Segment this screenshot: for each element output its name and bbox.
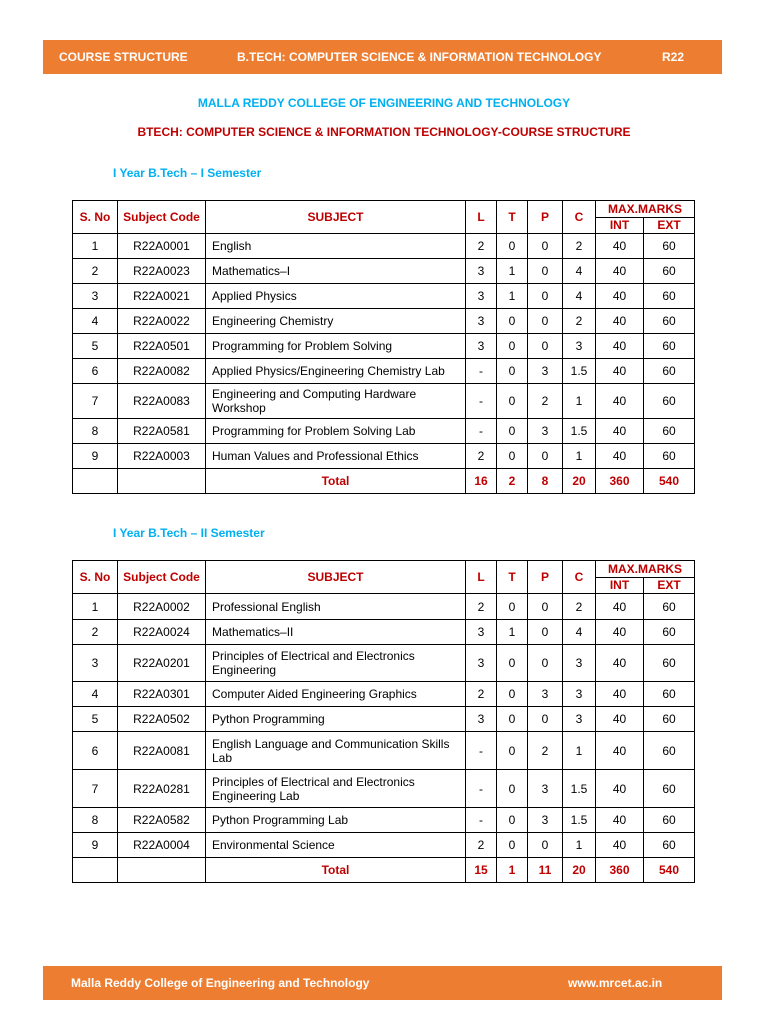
cell-sno: 1 (73, 234, 118, 259)
cell-l: - (466, 384, 497, 419)
cell-int: 40 (596, 384, 644, 419)
cell-t: 0 (497, 309, 528, 334)
header-center: B.TECH: COMPUTER SCIENCE & INFORMATION TECHNOLOGY (237, 50, 602, 64)
cell-p: 0 (528, 620, 563, 645)
cell-blank (118, 469, 206, 494)
cell-code: R22A0083 (118, 384, 206, 419)
cell-sno: 3 (73, 645, 118, 682)
cell-subject: Programming for Problem Solving (206, 334, 466, 359)
header-code: Subject Code (118, 201, 206, 234)
cell-sno: 9 (73, 833, 118, 858)
cell-c: 2 (563, 594, 596, 620)
cell-sno: 7 (73, 770, 118, 808)
cell-int: 40 (596, 594, 644, 620)
cell-subject: Engineering Chemistry (206, 309, 466, 334)
table-row (73, 359, 695, 384)
cell-sno: 8 (73, 808, 118, 833)
cell-ext: 60 (644, 594, 695, 620)
cell-p: 0 (528, 594, 563, 620)
semester2-table (72, 560, 695, 883)
cell-c: 3 (563, 645, 596, 682)
table-row (73, 384, 695, 419)
cell-l: 2 (466, 594, 497, 620)
cell-subject: Principles of Electrical and Electronics Engineering (206, 645, 466, 682)
semester1-title: I Year B.Tech – I Semester (113, 166, 262, 180)
cell-p: 3 (528, 808, 563, 833)
cell-t: 0 (497, 419, 528, 444)
cell-code: R22A0004 (118, 833, 206, 858)
header-l: L (466, 561, 497, 594)
semester1-table (72, 200, 695, 494)
cell-ext: 60 (644, 620, 695, 645)
table-row (73, 334, 695, 359)
cell-int: 40 (596, 645, 644, 682)
cell-t: 0 (497, 732, 528, 770)
cell-c: 4 (563, 284, 596, 309)
table-row (73, 732, 695, 770)
cell-t: 0 (497, 594, 528, 620)
cell-l: 3 (466, 309, 497, 334)
cell-ext: 60 (644, 732, 695, 770)
cell-t: 1 (497, 284, 528, 309)
cell-l: 3 (466, 707, 497, 732)
table-row (73, 234, 695, 259)
cell-sno: 2 (73, 259, 118, 284)
cell-l: 2 (466, 234, 497, 259)
cell-c: 3 (563, 682, 596, 707)
cell-code: R22A0201 (118, 645, 206, 682)
cell-ext: 60 (644, 808, 695, 833)
cell-code: R22A0301 (118, 682, 206, 707)
total-row (73, 858, 695, 883)
total-ext: 540 (644, 858, 695, 883)
total-p: 8 (528, 469, 563, 494)
cell-subject: Applied Physics (206, 284, 466, 309)
cell-p: 0 (528, 259, 563, 284)
cell-p: 3 (528, 359, 563, 384)
college-title: MALLA REDDY COLLEGE OF ENGINEERING AND TECHNOLOGY (197, 96, 571, 110)
total-int: 360 (596, 469, 644, 494)
cell-int: 40 (596, 359, 644, 384)
cell-code: R22A0582 (118, 808, 206, 833)
cell-subject: Applied Physics/Engineering Chemistry Lab (206, 359, 466, 384)
cell-sno: 8 (73, 419, 118, 444)
table-row (73, 707, 695, 732)
cell-p: 0 (528, 284, 563, 309)
cell-subject: Environmental Science (206, 833, 466, 858)
cell-c: 2 (563, 234, 596, 259)
cell-c: 4 (563, 259, 596, 284)
cell-c: 1.5 (563, 359, 596, 384)
table-row (73, 444, 695, 469)
cell-ext: 60 (644, 444, 695, 469)
cell-t: 0 (497, 334, 528, 359)
cell-c: 3 (563, 707, 596, 732)
table-row (73, 808, 695, 833)
total-label: Total (206, 469, 466, 494)
cell-p: 0 (528, 234, 563, 259)
cell-code: R22A0024 (118, 620, 206, 645)
cell-int: 40 (596, 682, 644, 707)
cell-sno: 1 (73, 594, 118, 620)
cell-blank (73, 469, 118, 494)
cell-c: 1 (563, 384, 596, 419)
cell-ext: 60 (644, 770, 695, 808)
cell-t: 0 (497, 770, 528, 808)
header-bar (43, 40, 722, 74)
footer-right: www.mrcet.ac.in (568, 976, 663, 990)
cell-int: 40 (596, 234, 644, 259)
cell-c: 1 (563, 833, 596, 858)
cell-int: 40 (596, 732, 644, 770)
cell-subject: Programming for Problem Solving Lab (206, 419, 466, 444)
cell-code: R22A0001 (118, 234, 206, 259)
cell-sno: 5 (73, 707, 118, 732)
cell-code: R22A0021 (118, 284, 206, 309)
cell-c: 1 (563, 444, 596, 469)
table-row (73, 259, 695, 284)
structure-title: BTECH: COMPUTER SCIENCE & INFORMATION TECHNOLOGY-COURSE STRUCTURE (137, 125, 631, 139)
total-p: 11 (528, 858, 563, 883)
cell-l: 3 (466, 284, 497, 309)
cell-l: 3 (466, 645, 497, 682)
table-row (73, 594, 695, 620)
header-p: P (528, 561, 563, 594)
footer-bar (43, 966, 722, 1000)
cell-subject: English (206, 234, 466, 259)
cell-subject: Human Values and Professional Ethics (206, 444, 466, 469)
cell-sno: 4 (73, 682, 118, 707)
cell-subject: Python Programming (206, 707, 466, 732)
header-c: C (563, 201, 596, 234)
cell-c: 1.5 (563, 770, 596, 808)
cell-l: 3 (466, 259, 497, 284)
cell-p: 0 (528, 707, 563, 732)
cell-ext: 60 (644, 359, 695, 384)
cell-t: 0 (497, 444, 528, 469)
total-label: Total (206, 858, 466, 883)
cell-subject: Engineering and Computing Hardware Workshop (206, 384, 466, 419)
header-t: T (497, 201, 528, 234)
cell-subject: Computer Aided Engineering Graphics (206, 682, 466, 707)
cell-p: 2 (528, 732, 563, 770)
cell-sno: 4 (73, 309, 118, 334)
cell-code: R22A0082 (118, 359, 206, 384)
cell-int: 40 (596, 334, 644, 359)
header-int: INT (596, 217, 644, 234)
header-subject: SUBJECT (206, 201, 466, 234)
cell-c: 1.5 (563, 419, 596, 444)
cell-l: - (466, 359, 497, 384)
cell-t: 0 (497, 234, 528, 259)
cell-t: 1 (497, 259, 528, 284)
cell-l: 2 (466, 444, 497, 469)
table-row (73, 284, 695, 309)
header-left: COURSE STRUCTURE (59, 50, 188, 64)
cell-p: 0 (528, 833, 563, 858)
header-sno: S. No (73, 561, 118, 594)
header-int: INT (596, 577, 644, 594)
cell-ext: 60 (644, 234, 695, 259)
cell-ext: 60 (644, 645, 695, 682)
header-c: C (563, 561, 596, 594)
cell-p: 3 (528, 770, 563, 808)
header-ext: EXT (644, 217, 695, 234)
cell-t: 0 (497, 384, 528, 419)
cell-ext: 60 (644, 284, 695, 309)
cell-code: R22A0501 (118, 334, 206, 359)
cell-code: R22A0002 (118, 594, 206, 620)
header-right: R22 (662, 50, 685, 64)
cell-ext: 60 (644, 259, 695, 284)
header-l: L (466, 201, 497, 234)
cell-t: 0 (497, 707, 528, 732)
cell-sno: 7 (73, 384, 118, 419)
cell-t: 0 (497, 645, 528, 682)
cell-p: 0 (528, 444, 563, 469)
cell-int: 40 (596, 833, 644, 858)
cell-t: 0 (497, 833, 528, 858)
cell-ext: 60 (644, 419, 695, 444)
cell-subject: Professional English (206, 594, 466, 620)
cell-code: R22A0281 (118, 770, 206, 808)
cell-ext: 60 (644, 707, 695, 732)
cell-c: 1.5 (563, 808, 596, 833)
cell-code: R22A0023 (118, 259, 206, 284)
table-row (73, 833, 695, 858)
cell-sno: 6 (73, 359, 118, 384)
table-row (73, 620, 695, 645)
table-row (73, 682, 695, 707)
cell-ext: 60 (644, 682, 695, 707)
cell-t: 0 (497, 359, 528, 384)
cell-sno: 9 (73, 444, 118, 469)
header-ext: EXT (644, 577, 695, 594)
header-max-marks: MAX.MARKS (596, 561, 695, 578)
header-max-marks: MAX.MARKS (596, 201, 695, 218)
cell-code: R22A0502 (118, 707, 206, 732)
cell-c: 4 (563, 620, 596, 645)
cell-l: 2 (466, 833, 497, 858)
total-t: 1 (497, 858, 528, 883)
cell-p: 0 (528, 645, 563, 682)
cell-p: 0 (528, 309, 563, 334)
total-row (73, 469, 695, 494)
cell-sno: 3 (73, 284, 118, 309)
cell-ext: 60 (644, 384, 695, 419)
table-row (73, 645, 695, 682)
cell-p: 3 (528, 682, 563, 707)
table-row (73, 309, 695, 334)
total-l: 16 (466, 469, 497, 494)
total-ext: 540 (644, 469, 695, 494)
table-row (73, 419, 695, 444)
cell-l: - (466, 732, 497, 770)
cell-t: 0 (497, 808, 528, 833)
cell-int: 40 (596, 419, 644, 444)
cell-subject: English Language and Communication Skills Lab (206, 732, 466, 770)
cell-sno: 6 (73, 732, 118, 770)
cell-p: 0 (528, 334, 563, 359)
footer-left: Malla Reddy College of Engineering and Technology (71, 976, 370, 990)
cell-p: 2 (528, 384, 563, 419)
header-code: Subject Code (118, 561, 206, 594)
total-int: 360 (596, 858, 644, 883)
cell-int: 40 (596, 808, 644, 833)
header-subject: SUBJECT (206, 561, 466, 594)
table-row (73, 770, 695, 808)
cell-subject: Principles of Electrical and Electronics Engineering Lab (206, 770, 466, 808)
cell-int: 40 (596, 444, 644, 469)
header-sno: S. No (73, 201, 118, 234)
cell-blank (118, 858, 206, 883)
cell-l: - (466, 419, 497, 444)
header-p: P (528, 201, 563, 234)
cell-int: 40 (596, 707, 644, 732)
cell-c: 2 (563, 309, 596, 334)
total-c: 20 (563, 858, 596, 883)
cell-int: 40 (596, 620, 644, 645)
cell-code: R22A0081 (118, 732, 206, 770)
cell-code: R22A0581 (118, 419, 206, 444)
cell-t: 0 (497, 682, 528, 707)
semester2-title: I Year B.Tech – II Semester (113, 526, 265, 540)
cell-ext: 60 (644, 309, 695, 334)
cell-int: 40 (596, 309, 644, 334)
cell-blank (73, 858, 118, 883)
cell-sno: 2 (73, 620, 118, 645)
cell-subject: Mathematics–I (206, 259, 466, 284)
cell-code: R22A0003 (118, 444, 206, 469)
cell-int: 40 (596, 259, 644, 284)
cell-int: 40 (596, 284, 644, 309)
cell-sno: 5 (73, 334, 118, 359)
total-t: 2 (497, 469, 528, 494)
cell-ext: 60 (644, 334, 695, 359)
cell-l: - (466, 770, 497, 808)
cell-code: R22A0022 (118, 309, 206, 334)
cell-l: 3 (466, 620, 497, 645)
total-c: 20 (563, 469, 596, 494)
total-l: 15 (466, 858, 497, 883)
cell-t: 1 (497, 620, 528, 645)
header-t: T (497, 561, 528, 594)
cell-int: 40 (596, 770, 644, 808)
cell-l: 3 (466, 334, 497, 359)
cell-c: 3 (563, 334, 596, 359)
cell-subject: Python Programming Lab (206, 808, 466, 833)
cell-l: 2 (466, 682, 497, 707)
cell-c: 1 (563, 732, 596, 770)
cell-subject: Mathematics–II (206, 620, 466, 645)
cell-p: 3 (528, 419, 563, 444)
cell-ext: 60 (644, 833, 695, 858)
cell-l: - (466, 808, 497, 833)
